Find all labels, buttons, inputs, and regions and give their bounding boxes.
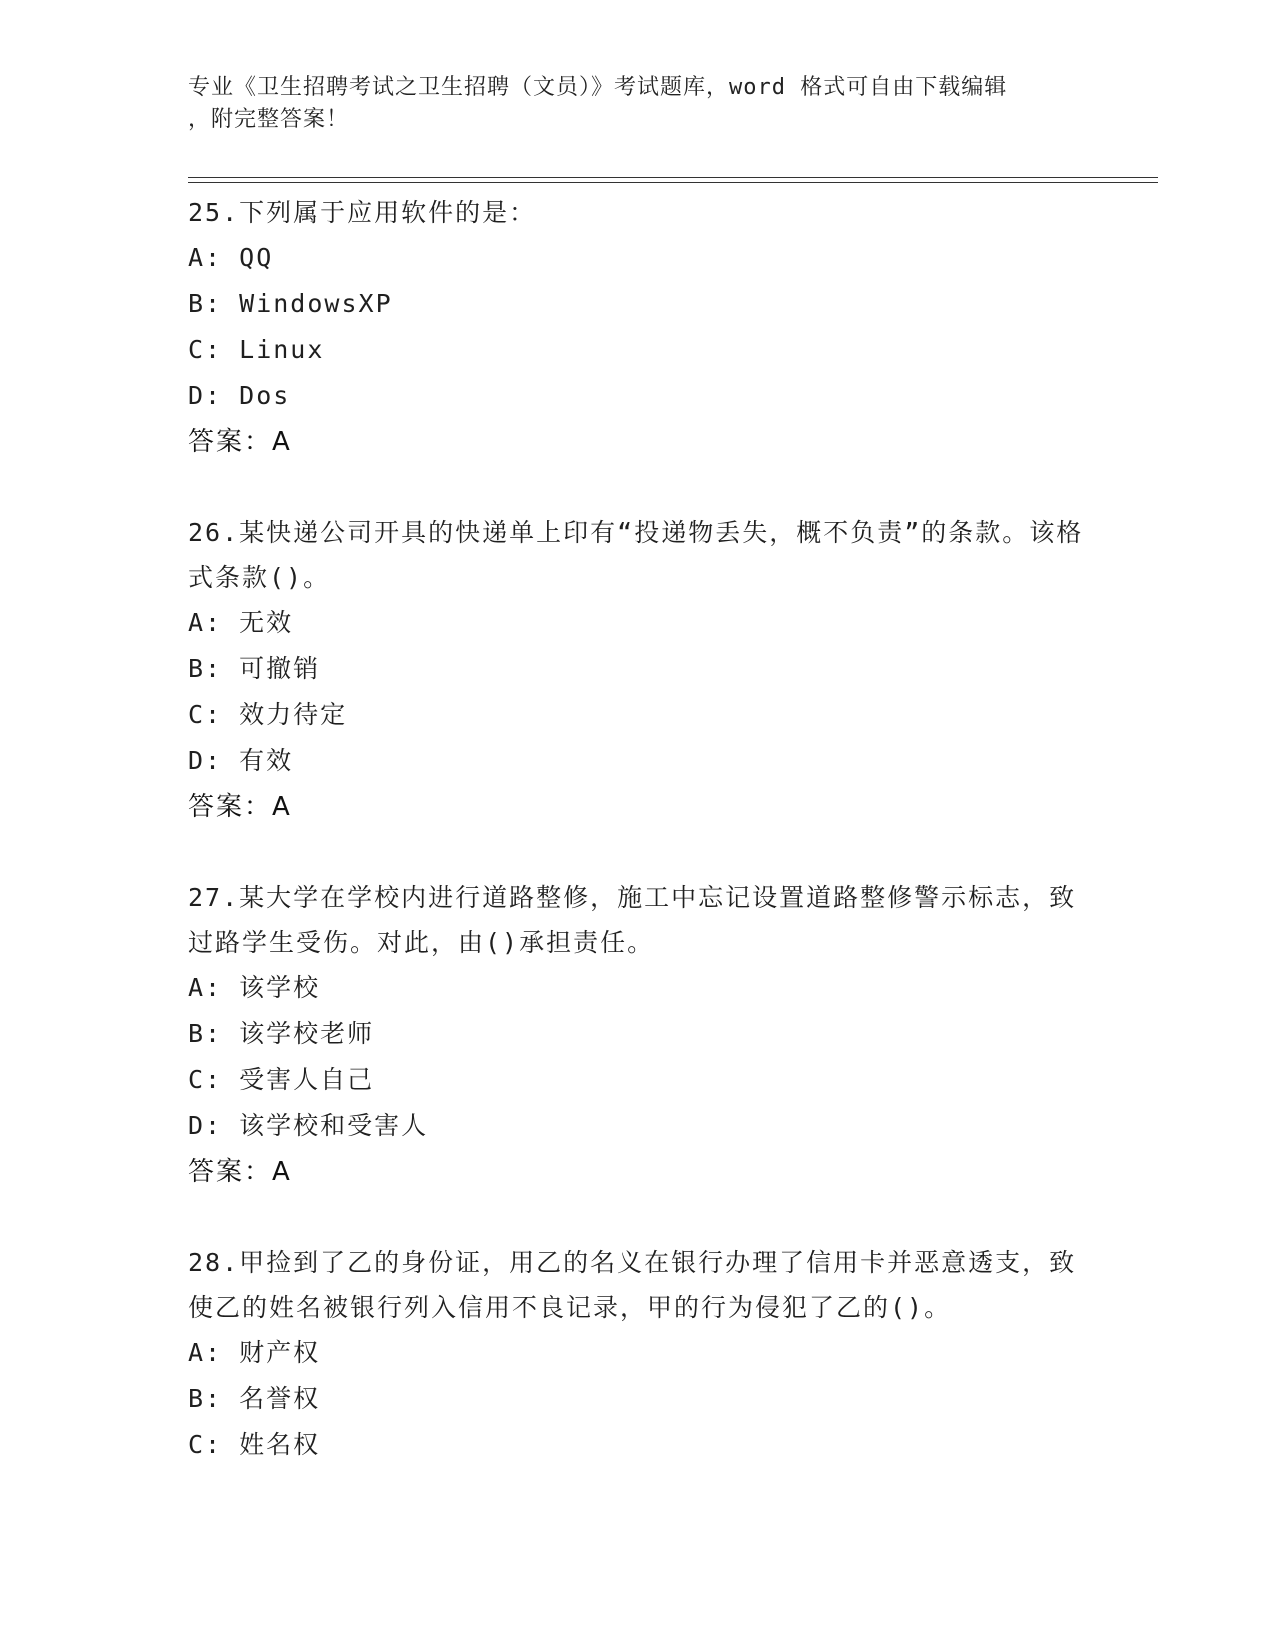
document-header	[188, 72, 1068, 136]
option-d: D: Dos	[188, 381, 291, 410]
option-d: D: 该学校和受害人	[188, 1111, 429, 1140]
header-title-line1: 专业《卫生招聘考试之卫生招聘（文员）》考试题库，word 格式可自由下载编辑	[188, 75, 1008, 100]
option-a: A: 无效	[188, 608, 294, 637]
option-a: A: 该学校	[188, 973, 321, 1002]
question-26	[188, 510, 1088, 830]
question-stem: 28.甲捡到了乙的身份证，用乙的名义在银行办理了信用卡并恶意透支，致使乙的姓名被银行列入信用不良记录，甲的行为侵犯了乙的()。	[188, 1248, 1077, 1322]
question-28	[188, 1240, 1088, 1468]
question-list	[188, 190, 1088, 1513]
question-25	[188, 190, 1088, 465]
question-27	[188, 875, 1088, 1195]
option-b: B: 名誉权	[188, 1384, 321, 1413]
option-b: B: 该学校老师	[188, 1019, 375, 1048]
option-c: C: 受害人自己	[188, 1065, 375, 1094]
question-stem: 25.下列属于应用软件的是：	[188, 198, 537, 227]
option-d: D: 有效	[188, 746, 294, 775]
answer-line: 答案：A	[188, 427, 292, 457]
answer-line: 答案：A	[188, 1157, 292, 1187]
header-title-line2: ，附完整答案！	[188, 107, 350, 132]
header-divider-top	[188, 177, 1158, 178]
option-a: A: 财产权	[188, 1338, 321, 1367]
option-b: B: WindowsXP	[188, 289, 393, 318]
question-stem: 26.某快递公司开具的快递单上印有“投递物丢失，概不负责”的条款。该格式条款()。	[188, 518, 1084, 592]
option-c: C: Linux	[188, 335, 325, 364]
option-c: C: 效力待定	[188, 700, 348, 729]
header-divider-bottom	[188, 182, 1158, 183]
option-b: B: 可撤销	[188, 654, 321, 683]
question-stem: 27.某大学在学校内进行道路整修，施工中忘记设置道路整修警示标志，致过路学生受伤。对此，由()承担责任。	[188, 883, 1077, 957]
option-c: C: 姓名权	[188, 1430, 321, 1459]
option-a: A: QQ	[188, 243, 274, 272]
answer-line: 答案：A	[188, 792, 292, 822]
